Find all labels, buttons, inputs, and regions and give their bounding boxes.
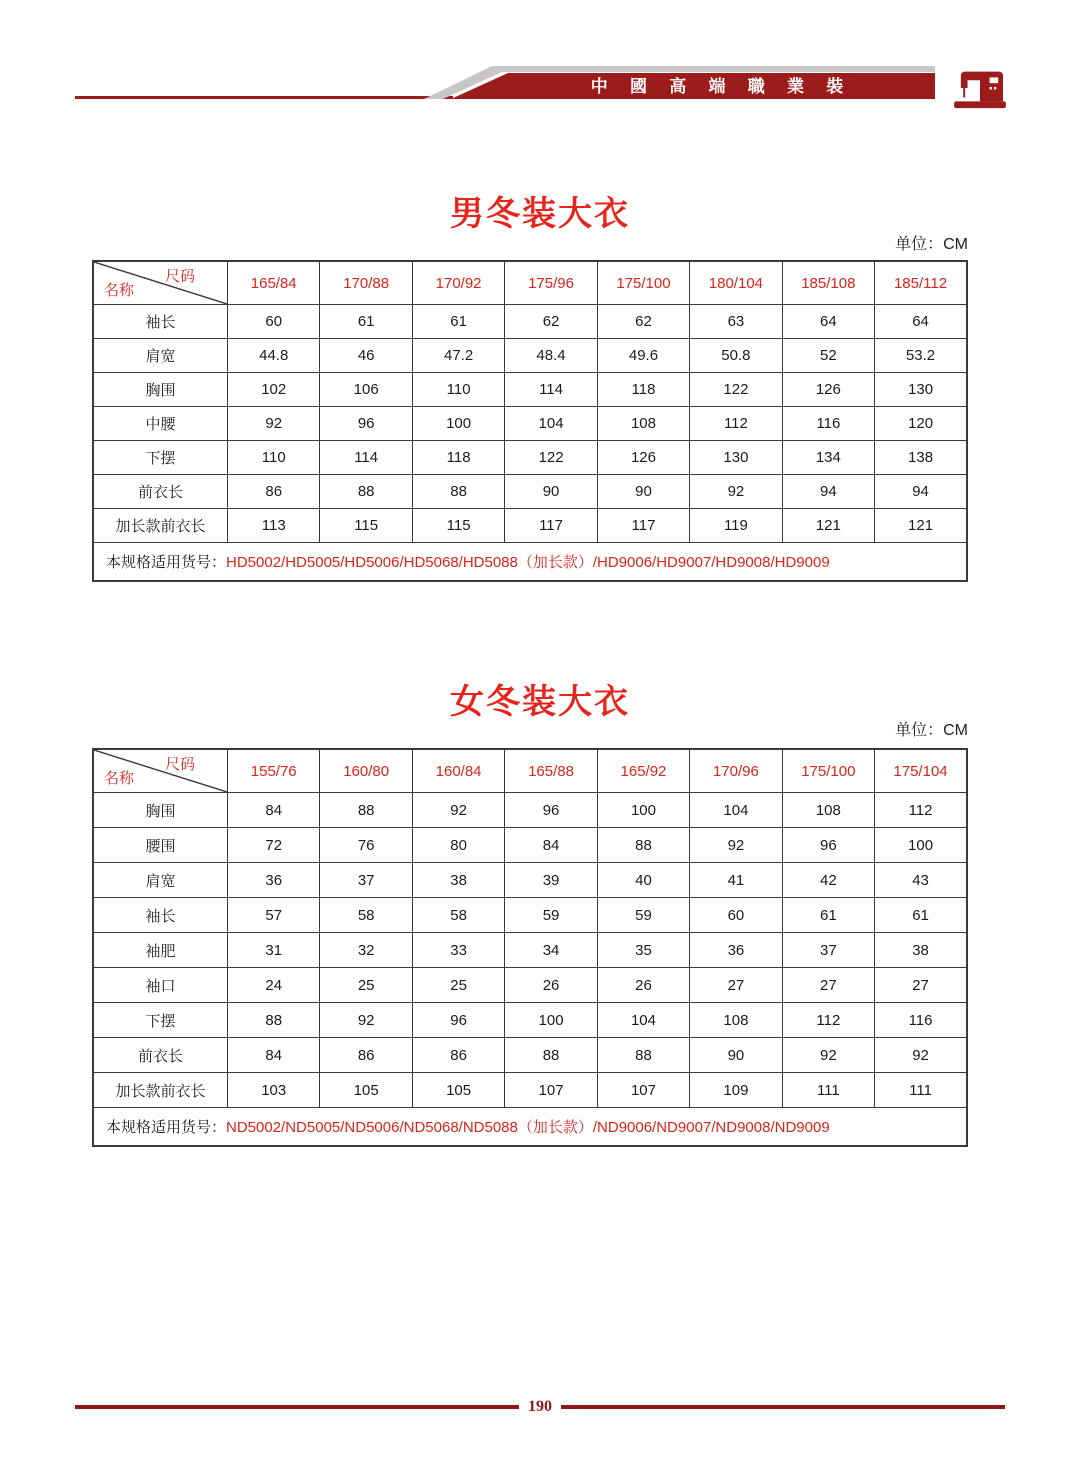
unit-label-men: 单位：CM <box>895 236 968 253</box>
size-column-header: 180/104 <box>690 261 782 305</box>
size-value-cell: 88 <box>597 1038 689 1073</box>
size-value-cell: 62 <box>505 305 597 339</box>
size-value-cell: 107 <box>505 1073 597 1108</box>
measurement-label: 加长款前衣长 <box>93 1073 228 1108</box>
size-value-cell: 88 <box>412 475 504 509</box>
size-value-cell: 60 <box>228 305 320 339</box>
corner-size-label: 尺码 <box>164 756 195 773</box>
size-value-cell: 53.2 <box>875 339 967 373</box>
size-value-cell: 118 <box>412 441 504 475</box>
measurement-row <box>93 373 967 407</box>
measurement-label: 下摆 <box>93 1003 228 1038</box>
women-size-table <box>92 748 968 1147</box>
note-label: 本规格适用货号： <box>106 554 227 571</box>
measurement-row <box>93 1073 967 1108</box>
size-value-cell: 88 <box>505 1038 597 1073</box>
size-value-cell: 41 <box>690 863 782 898</box>
measurement-row <box>93 793 967 828</box>
size-value-cell: 50.8 <box>690 339 782 373</box>
size-value-cell: 109 <box>690 1073 782 1108</box>
size-value-cell: 88 <box>228 1003 320 1038</box>
corner-name-label: 名称 <box>104 770 135 787</box>
unit-label-women: 单位：CM <box>895 722 968 739</box>
size-value-cell: 58 <box>320 898 412 933</box>
size-value-cell: 103 <box>228 1073 320 1108</box>
measurement-row <box>93 898 967 933</box>
size-value-cell: 100 <box>412 407 504 441</box>
size-value-cell: 33 <box>412 933 504 968</box>
header-rule-line <box>75 96 453 99</box>
size-value-cell: 117 <box>597 509 689 543</box>
measurement-label: 肩宽 <box>93 863 228 898</box>
size-value-cell: 59 <box>505 898 597 933</box>
size-value-cell: 116 <box>782 407 874 441</box>
size-value-cell: 38 <box>412 863 504 898</box>
measurement-row <box>93 339 967 373</box>
size-value-cell: 31 <box>228 933 320 968</box>
size-value-cell: 92 <box>690 828 782 863</box>
size-value-cell: 44.8 <box>228 339 320 373</box>
size-value-cell: 27 <box>690 968 782 1003</box>
size-value-cell: 92 <box>412 793 504 828</box>
size-value-cell: 40 <box>597 863 689 898</box>
size-column-header: 165/88 <box>505 749 597 793</box>
size-value-cell: 36 <box>690 933 782 968</box>
measurement-label: 袖口 <box>93 968 228 1003</box>
size-value-cell: 92 <box>228 407 320 441</box>
size-column-header: 170/88 <box>320 261 412 305</box>
size-value-cell: 61 <box>412 305 504 339</box>
size-value-cell: 84 <box>228 1038 320 1073</box>
size-value-cell: 37 <box>782 933 874 968</box>
measurement-label: 袖肥 <box>93 933 228 968</box>
size-value-cell: 88 <box>597 828 689 863</box>
measurement-label: 胸围 <box>93 793 228 828</box>
size-value-cell: 110 <box>412 373 504 407</box>
measurement-row <box>93 509 967 543</box>
measurement-label: 胸围 <box>93 373 228 407</box>
size-value-cell: 107 <box>597 1073 689 1108</box>
size-value-cell: 130 <box>690 441 782 475</box>
size-value-cell: 63 <box>690 305 782 339</box>
size-value-cell: 108 <box>597 407 689 441</box>
size-value-cell: 25 <box>320 968 412 1003</box>
measurement-row <box>93 1003 967 1038</box>
measurement-row <box>93 933 967 968</box>
section-title-men: 男冬装大衣 <box>450 195 630 233</box>
size-value-cell: 126 <box>782 373 874 407</box>
size-value-cell: 104 <box>505 407 597 441</box>
size-column-header: 160/84 <box>412 749 504 793</box>
size-value-cell: 84 <box>505 828 597 863</box>
size-value-cell: 64 <box>782 305 874 339</box>
measurement-label: 袖长 <box>93 305 228 339</box>
size-value-cell: 96 <box>782 828 874 863</box>
page-number: 190 <box>528 1398 552 1415</box>
size-value-cell: 92 <box>320 1003 412 1038</box>
size-value-cell: 47.2 <box>412 339 504 373</box>
corner-header-cell <box>93 749 228 793</box>
size-value-cell: 61 <box>782 898 874 933</box>
measurement-row <box>93 305 967 339</box>
size-value-cell: 62 <box>597 305 689 339</box>
footer-rule-right <box>561 1405 1005 1409</box>
size-value-cell: 113 <box>228 509 320 543</box>
size-value-cell: 115 <box>412 509 504 543</box>
size-value-cell: 116 <box>875 1003 967 1038</box>
size-value-cell: 115 <box>320 509 412 543</box>
size-value-cell: 86 <box>228 475 320 509</box>
size-value-cell: 96 <box>320 407 412 441</box>
size-value-cell: 60 <box>690 898 782 933</box>
size-value-cell: 104 <box>597 1003 689 1038</box>
size-value-cell: 122 <box>690 373 782 407</box>
men-size-table <box>92 260 968 582</box>
measurement-label: 下摆 <box>93 441 228 475</box>
size-value-cell: 27 <box>875 968 967 1003</box>
size-value-cell: 72 <box>228 828 320 863</box>
note-row <box>93 1108 967 1147</box>
size-column-header: 175/100 <box>597 261 689 305</box>
size-column-header: 175/104 <box>875 749 967 793</box>
size-value-cell: 58 <box>412 898 504 933</box>
size-value-cell: 112 <box>690 407 782 441</box>
size-column-header: 160/80 <box>320 749 412 793</box>
size-value-cell: 35 <box>597 933 689 968</box>
size-header-row <box>93 749 967 793</box>
measurement-label: 加长款前衣长 <box>93 509 228 543</box>
measurement-row <box>93 475 967 509</box>
size-value-cell: 80 <box>412 828 504 863</box>
size-value-cell: 122 <box>505 441 597 475</box>
size-value-cell: 86 <box>320 1038 412 1073</box>
size-value-cell: 39 <box>505 863 597 898</box>
size-value-cell: 130 <box>875 373 967 407</box>
size-value-cell: 76 <box>320 828 412 863</box>
size-value-cell: 102 <box>228 373 320 407</box>
size-value-cell: 96 <box>505 793 597 828</box>
size-column-header: 175/96 <box>505 261 597 305</box>
size-value-cell: 49.6 <box>597 339 689 373</box>
size-column-header: 170/92 <box>412 261 504 305</box>
measurement-row <box>93 863 967 898</box>
size-value-cell: 42 <box>782 863 874 898</box>
size-value-cell: 117 <box>505 509 597 543</box>
measurement-row <box>93 1038 967 1073</box>
size-value-cell: 134 <box>782 441 874 475</box>
size-value-cell: 25 <box>412 968 504 1003</box>
size-value-cell: 38 <box>875 933 967 968</box>
size-value-cell: 36 <box>228 863 320 898</box>
size-value-cell: 111 <box>875 1073 967 1108</box>
size-column-header: 185/112 <box>875 261 967 305</box>
sewing-machine-icon <box>951 64 1009 110</box>
size-value-cell: 64 <box>875 305 967 339</box>
size-column-header: 170/96 <box>690 749 782 793</box>
size-value-cell: 121 <box>875 509 967 543</box>
size-value-cell: 48.4 <box>505 339 597 373</box>
size-value-cell: 114 <box>505 373 597 407</box>
page-footer <box>75 1396 1005 1418</box>
size-value-cell: 110 <box>228 441 320 475</box>
size-value-cell: 108 <box>782 793 874 828</box>
measurement-row <box>93 828 967 863</box>
corner-size-label: 尺码 <box>164 268 195 285</box>
size-value-cell: 105 <box>412 1073 504 1108</box>
size-value-cell: 114 <box>320 441 412 475</box>
size-value-cell: 59 <box>597 898 689 933</box>
size-value-cell: 100 <box>597 793 689 828</box>
size-value-cell: 24 <box>228 968 320 1003</box>
size-value-cell: 105 <box>320 1073 412 1108</box>
size-value-cell: 104 <box>690 793 782 828</box>
size-value-cell: 119 <box>690 509 782 543</box>
size-value-cell: 112 <box>782 1003 874 1038</box>
size-value-cell: 61 <box>875 898 967 933</box>
measurement-label: 腰围 <box>93 828 228 863</box>
size-value-cell: 37 <box>320 863 412 898</box>
size-value-cell: 112 <box>875 793 967 828</box>
size-value-cell: 106 <box>320 373 412 407</box>
corner-header-cell <box>93 261 228 305</box>
size-value-cell: 138 <box>875 441 967 475</box>
size-value-cell: 92 <box>875 1038 967 1073</box>
size-value-cell: 126 <box>597 441 689 475</box>
measurement-row <box>93 441 967 475</box>
size-column-header: 185/108 <box>782 261 874 305</box>
size-value-cell: 120 <box>875 407 967 441</box>
size-value-cell: 90 <box>597 475 689 509</box>
measurement-label: 前衣长 <box>93 475 228 509</box>
section-title-women: 女冬装大衣 <box>450 683 630 721</box>
size-value-cell: 57 <box>228 898 320 933</box>
measurement-label: 肩宽 <box>93 339 228 373</box>
corner-name-label: 名称 <box>104 282 135 299</box>
size-column-header: 165/92 <box>597 749 689 793</box>
size-value-cell: 111 <box>782 1073 874 1108</box>
size-value-cell: 43 <box>875 863 967 898</box>
size-value-cell: 34 <box>505 933 597 968</box>
size-value-cell: 26 <box>505 968 597 1003</box>
size-value-cell: 46 <box>320 339 412 373</box>
size-value-cell: 96 <box>412 1003 504 1038</box>
size-value-cell: 121 <box>782 509 874 543</box>
size-value-cell: 90 <box>690 1038 782 1073</box>
measurement-row <box>93 407 967 441</box>
size-value-cell: 118 <box>597 373 689 407</box>
measurement-row <box>93 968 967 1003</box>
size-header-row <box>93 261 967 305</box>
size-value-cell: 84 <box>228 793 320 828</box>
size-value-cell: 86 <box>412 1038 504 1073</box>
measurement-label: 中腰 <box>93 407 228 441</box>
banner-slogan: 中 國 高 端 職 業 裝 <box>590 77 853 96</box>
size-value-cell: 90 <box>505 475 597 509</box>
size-value-cell: 94 <box>875 475 967 509</box>
size-value-cell: 100 <box>505 1003 597 1038</box>
size-column-header: 165/84 <box>228 261 320 305</box>
size-value-cell: 92 <box>690 475 782 509</box>
size-value-cell: 88 <box>320 793 412 828</box>
size-value-cell: 27 <box>782 968 874 1003</box>
size-value-cell: 52 <box>782 339 874 373</box>
note-label: 本规格适用货号： <box>106 1119 227 1136</box>
note-row <box>93 543 967 582</box>
note-codes: HD5002/HD5005/HD5006/HD5068/HD5088（加长款）/HD9006/HD9007/HD9008/HD9009 <box>226 554 830 571</box>
footer-rule-left <box>75 1405 519 1409</box>
note-codes: ND5002/ND5005/ND5006/ND5068/ND5088（加长款）/ND9006/ND9007/ND9008/ND9009 <box>226 1119 830 1136</box>
size-value-cell: 32 <box>320 933 412 968</box>
measurement-label: 前衣长 <box>93 1038 228 1073</box>
size-value-cell: 88 <box>320 475 412 509</box>
measurement-label: 袖长 <box>93 898 228 933</box>
size-value-cell: 61 <box>320 305 412 339</box>
size-column-header: 175/100 <box>782 749 874 793</box>
size-value-cell: 94 <box>782 475 874 509</box>
size-value-cell: 26 <box>597 968 689 1003</box>
size-value-cell: 92 <box>782 1038 874 1073</box>
size-value-cell: 100 <box>875 828 967 863</box>
size-value-cell: 108 <box>690 1003 782 1038</box>
size-column-header: 155/76 <box>228 749 320 793</box>
